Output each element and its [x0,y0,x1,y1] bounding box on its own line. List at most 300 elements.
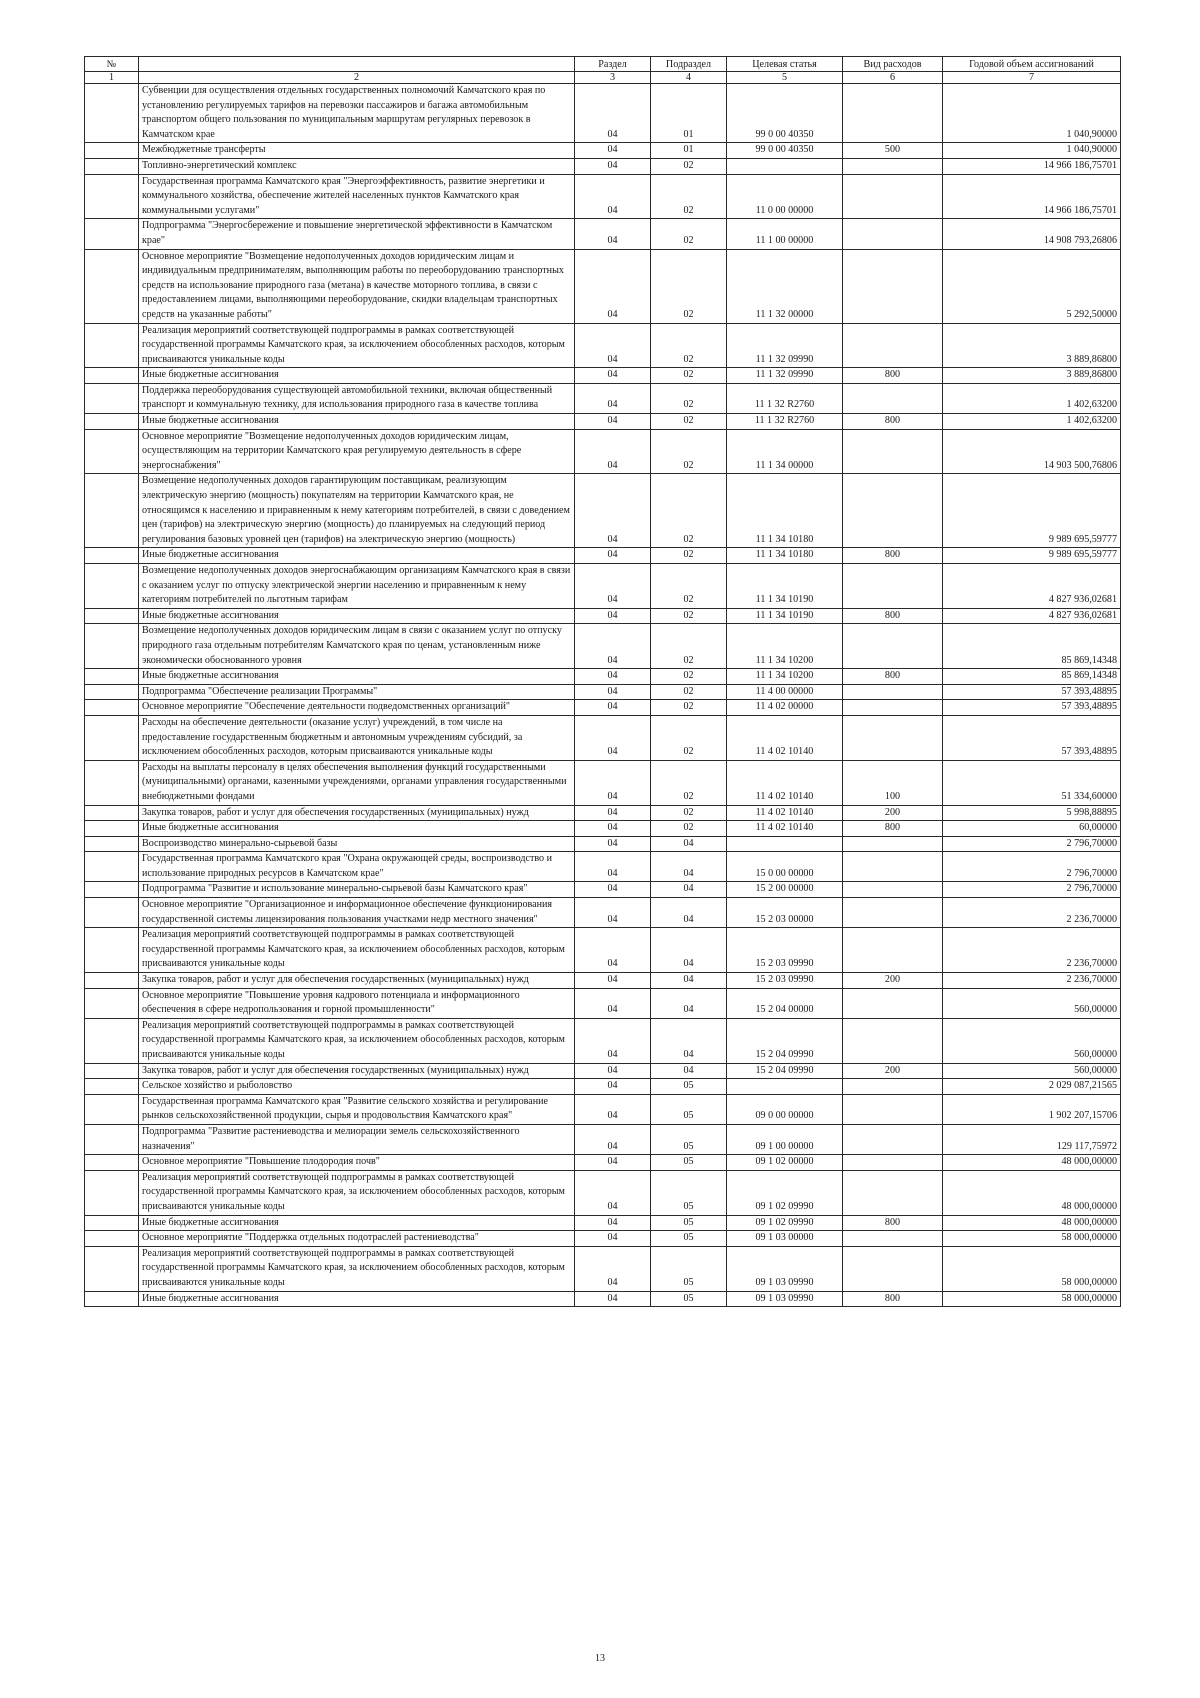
subsection-cell: 02 [651,414,727,430]
table-row [85,219,1121,249]
amount-cell: 14 903 500,76806 [943,429,1121,474]
subsection-cell: 02 [651,669,727,685]
table-row [85,414,1121,430]
amount-cell: 2 236,70000 [943,928,1121,973]
item-name-cell: Государственная программа Камчатского края "Энергоэффективность, развитие энергетики и коммунального хозяйства, обеспечение жителей населенных пунктов Камчатского края коммунальными услугами" [139,174,575,219]
amount-cell: 129 117,75972 [943,1124,1121,1154]
expense-type-cell [843,1170,943,1215]
section-cell: 04 [575,1018,651,1063]
table-row [85,1155,1121,1171]
item-name-cell: Иные бюджетные ассигнования [139,414,575,430]
subsection-cell: 05 [651,1079,727,1095]
row-number-cell [85,249,139,323]
section-cell: 04 [575,684,651,700]
table-row [85,429,1121,474]
amount-cell: 4 827 936,02681 [943,564,1121,609]
column-number: 6 [843,72,943,84]
item-name-cell: Межбюджетные трансферты [139,143,575,159]
subsection-cell: 04 [651,882,727,898]
amount-cell: 48 000,00000 [943,1215,1121,1231]
section-cell: 04 [575,852,651,882]
table-row [85,1170,1121,1215]
target-article-cell: 11 4 02 10140 [727,760,843,805]
subsection-cell: 05 [651,1215,727,1231]
item-name-cell: Подпрограмма "Энергосбережение и повышение энергетической эффективности в Камчатском крае" [139,219,575,249]
section-cell: 04 [575,1155,651,1171]
subsection-cell: 02 [651,760,727,805]
target-article-cell: 99 0 00 40350 [727,84,843,143]
amount-cell: 14 966 186,75701 [943,158,1121,174]
target-article-cell: 09 0 00 00000 [727,1094,843,1124]
row-number-cell [85,414,139,430]
item-name-cell: Государственная программа Камчатского края "Охрана окружающей среды, воспроизводство и использование природных ресурсов в Камчатском крае" [139,852,575,882]
subsection-cell: 04 [651,928,727,973]
target-article-cell: 15 2 04 09990 [727,1018,843,1063]
section-cell: 04 [575,429,651,474]
section-cell: 04 [575,624,651,669]
expense-type-cell: 800 [843,1215,943,1231]
subsection-cell: 05 [651,1155,727,1171]
item-name-cell: Закупка товаров, работ и услуг для обеспечения государственных (муниципальных) нужд [139,805,575,821]
row-number-cell [85,836,139,852]
table-row [85,988,1121,1018]
table-row [85,383,1121,413]
item-name-cell: Государственная программа Камчатского края "Развитие сельского хозяйства и регулирование рынков сельскохозяйственной продукции, сырья и продовольствия Камчатского края" [139,1094,575,1124]
table-row [85,898,1121,928]
table-row [85,474,1121,548]
amount-cell: 58 000,00000 [943,1246,1121,1291]
item-name-cell: Реализация мероприятий соответствующей подпрограммы в рамках соответствующей государственной программы Камчатского края, за исключением обособленных расходов, которым присваиваются уникальные коды [139,1018,575,1063]
section-cell: 04 [575,669,651,685]
row-number-cell [85,988,139,1018]
expense-type-cell [843,898,943,928]
amount-cell: 57 393,48895 [943,700,1121,716]
row-number-cell [85,1246,139,1291]
row-number-cell [85,973,139,989]
section-cell: 04 [575,973,651,989]
table-row [85,1094,1121,1124]
item-name-cell: Основное мероприятие "Повышение плодородия почв" [139,1155,575,1171]
row-number-cell [85,158,139,174]
target-article-cell: 11 4 02 00000 [727,700,843,716]
section-cell: 04 [575,174,651,219]
subsection-cell: 02 [651,715,727,760]
section-cell: 04 [575,323,651,368]
row-number-cell [85,608,139,624]
table-row [85,882,1121,898]
row-number-cell [85,474,139,548]
table-row [85,715,1121,760]
subsection-cell: 02 [651,249,727,323]
table-row [85,564,1121,609]
amount-cell: 51 334,60000 [943,760,1121,805]
subsection-cell: 05 [651,1170,727,1215]
table-row [85,973,1121,989]
amount-cell: 9 989 695,59777 [943,548,1121,564]
target-article-cell: 09 1 02 00000 [727,1155,843,1171]
column-number: 2 [139,72,575,84]
amount-cell: 14 908 793,26806 [943,219,1121,249]
subsection-cell: 02 [651,429,727,474]
amount-cell: 1 402,63200 [943,383,1121,413]
target-article-cell: 15 2 03 09990 [727,928,843,973]
section-cell: 04 [575,548,651,564]
expense-type-cell: 500 [843,143,943,159]
table-row [85,1018,1121,1063]
amount-cell: 2 236,70000 [943,973,1121,989]
section-cell: 04 [575,608,651,624]
table-row [85,852,1121,882]
row-number-cell [85,1079,139,1095]
item-name-cell: Закупка товаров, работ и услуг для обеспечения государственных (муниципальных) нужд [139,1063,575,1079]
amount-cell: 48 000,00000 [943,1155,1121,1171]
expense-type-cell: 800 [843,1291,943,1307]
subsection-cell: 04 [651,1063,727,1079]
expense-type-cell: 100 [843,760,943,805]
target-article-cell: 11 1 34 10200 [727,669,843,685]
subsection-cell: 04 [651,852,727,882]
table-row [85,821,1121,837]
table-row [85,1291,1121,1307]
row-number-cell [85,624,139,669]
subsection-cell: 02 [651,608,727,624]
item-name-cell: Иные бюджетные ассигнования [139,608,575,624]
target-article-cell: 11 1 34 10200 [727,624,843,669]
expense-type-cell [843,323,943,368]
amount-cell: 60,00000 [943,821,1121,837]
section-cell: 04 [575,1215,651,1231]
row-number-cell [85,1155,139,1171]
item-name-cell: Подпрограмма "Развитие и использование минерально-сырьевой базы Камчатского края" [139,882,575,898]
row-number-cell [85,1215,139,1231]
amount-cell: 1 040,90000 [943,143,1121,159]
column-number-row [85,72,1121,84]
section-cell: 04 [575,805,651,821]
table-row [85,323,1121,368]
column-number: 4 [651,72,727,84]
expense-type-cell: 800 [843,368,943,384]
table-row [85,684,1121,700]
target-article-cell: 11 4 02 10140 [727,821,843,837]
expense-type-cell [843,1018,943,1063]
item-name-cell: Основное мероприятие "Повышение уровня кадрового потенциала и информационного обеспечения в сфере недропользования и горной промышленности" [139,988,575,1018]
item-name-cell: Расходы на обеспечение деятельности (оказание услуг) учреждений, в том числе на предоставление государственным бюджетным и автономным учреждениям субсидий, за исключением обособленных расходов, которым присваиваются уникальные коды [139,715,575,760]
section-cell: 04 [575,836,651,852]
target-article-cell: 09 1 03 00000 [727,1231,843,1247]
item-name-cell: Подпрограмма "Развитие растениеводства и мелиорации земель сельскохозяйственного назначения" [139,1124,575,1154]
section-cell: 04 [575,158,651,174]
expense-type-cell [843,158,943,174]
table-row [85,836,1121,852]
section-cell: 04 [575,564,651,609]
subsection-cell: 02 [651,474,727,548]
table-row [85,805,1121,821]
target-article-cell: 11 1 32 09990 [727,323,843,368]
amount-cell: 57 393,48895 [943,715,1121,760]
section-cell: 04 [575,700,651,716]
section-cell: 04 [575,474,651,548]
expense-type-cell [843,1231,943,1247]
table-row [85,1246,1121,1291]
header-annual-volume: Годовой объем ассигнований [943,57,1121,72]
section-cell: 04 [575,760,651,805]
table-row [85,760,1121,805]
subsection-cell: 02 [651,821,727,837]
amount-cell: 560,00000 [943,1018,1121,1063]
expense-type-cell [843,1094,943,1124]
item-name-cell: Сельское хозяйство и рыболовство [139,1079,575,1095]
amount-cell: 1 402,63200 [943,414,1121,430]
target-article-cell: 11 4 02 10140 [727,805,843,821]
table-body [85,84,1121,1307]
row-number-cell [85,1231,139,1247]
item-name-cell: Основное мероприятие "Организационное и информационное обеспечение функционирования государственной системы лицензирования пользования участками недр местного значения" [139,898,575,928]
item-name-cell: Иные бюджетные ассигнования [139,1291,575,1307]
amount-cell: 560,00000 [943,988,1121,1018]
section-cell: 04 [575,1079,651,1095]
row-number-cell [85,805,139,821]
item-name-cell: Закупка товаров, работ и услуг для обеспечения государственных (муниципальных) нужд [139,973,575,989]
amount-cell: 1 902 207,15706 [943,1094,1121,1124]
target-article-cell: 11 1 34 10180 [727,548,843,564]
column-number: 3 [575,72,651,84]
table-row [85,158,1121,174]
expense-type-cell: 800 [843,669,943,685]
section-cell: 04 [575,1231,651,1247]
table-row [85,1215,1121,1231]
section-cell: 04 [575,988,651,1018]
table-row [85,1079,1121,1095]
item-name-cell: Расходы на выплаты персоналу в целях обеспечения выполнения функций государственными (муниципальными) органами, казенными учреждениями, органами управления государственными внебюджетными фондами [139,760,575,805]
target-article-cell: 11 1 34 10180 [727,474,843,548]
target-article-cell [727,158,843,174]
expense-type-cell: 200 [843,805,943,821]
section-cell: 04 [575,143,651,159]
target-article-cell: 15 2 03 00000 [727,898,843,928]
row-number-cell [85,882,139,898]
amount-cell: 1 040,90000 [943,84,1121,143]
expense-type-cell [843,1155,943,1171]
expense-type-cell [843,715,943,760]
expense-type-cell [843,429,943,474]
target-article-cell: 15 2 04 00000 [727,988,843,1018]
item-name-cell: Субвенции для осуществления отдельных государственных полномочий Камчатского края по установлению регулируемых тарифов на перевозки пассажиров и багажа автомобильным транспортом общего пользования по муниципальным маршрутам регулярных перевозок в Камчатском крае [139,84,575,143]
header-expense-type: Вид расходов [843,57,943,72]
column-number: 7 [943,72,1121,84]
table-row [85,700,1121,716]
expense-type-cell [843,700,943,716]
section-cell: 04 [575,219,651,249]
subsection-cell: 05 [651,1291,727,1307]
table-row [85,368,1121,384]
page-number: 13 [595,1653,605,1664]
subsection-cell: 02 [651,174,727,219]
table-row [85,143,1121,159]
target-article-cell: 11 1 32 00000 [727,249,843,323]
header-name [139,57,575,72]
item-name-cell: Реализация мероприятий соответствующей подпрограммы в рамках соответствующей государственной программы Камчатского края, за исключением обособленных расходов, которым присваиваются уникальные коды [139,1170,575,1215]
target-article-cell: 09 1 03 09990 [727,1246,843,1291]
row-number-cell [85,84,139,143]
item-name-cell: Основное мероприятие "Возмещение недополученных доходов юридическим лицам и индивидуальным предпринимателям, выполняющим работы по переоборудованию транспортных средств на использование природного газа (метана) в качестве моторного топлива, в связи с предоставлением лицами, выполняющими переоборудование, скидки владельцам транспортных средств на указанные работы" [139,249,575,323]
subsection-cell: 04 [651,988,727,1018]
expense-type-cell [843,988,943,1018]
table-row [85,84,1121,143]
expense-type-cell [843,564,943,609]
subsection-cell: 02 [651,805,727,821]
table-row [85,174,1121,219]
subsection-cell: 01 [651,84,727,143]
target-article-cell: 11 1 34 00000 [727,429,843,474]
target-article-cell: 15 2 04 09990 [727,1063,843,1079]
subsection-cell: 02 [651,219,727,249]
subsection-cell: 04 [651,898,727,928]
expense-type-cell [843,624,943,669]
section-cell: 04 [575,84,651,143]
expense-type-cell [843,1124,943,1154]
target-article-cell: 11 1 34 10190 [727,608,843,624]
row-number-cell [85,564,139,609]
subsection-cell: 02 [651,158,727,174]
expense-type-cell [843,474,943,548]
row-number-cell [85,852,139,882]
expense-type-cell [843,928,943,973]
subsection-cell: 02 [651,700,727,716]
item-name-cell: Подпрограмма "Обеспечение реализации Программы" [139,684,575,700]
row-number-cell [85,684,139,700]
amount-cell: 4 827 936,02681 [943,608,1121,624]
target-article-cell: 11 4 00 00000 [727,684,843,700]
column-number: 1 [85,72,139,84]
table-row [85,928,1121,973]
item-name-cell: Основное мероприятие "Возмещение недополученных доходов юридическим лицам, осуществляющим на территории Камчатского края регулируемую деятельность в сфере энергоснабжения" [139,429,575,474]
section-cell: 04 [575,1063,651,1079]
amount-cell: 2 796,70000 [943,882,1121,898]
expense-type-cell [843,219,943,249]
column-number: 5 [727,72,843,84]
amount-cell: 58 000,00000 [943,1291,1121,1307]
row-number-cell [85,1063,139,1079]
item-name-cell: Иные бюджетные ассигнования [139,1215,575,1231]
row-number-cell [85,1018,139,1063]
item-name-cell: Воспроизводство минерально-сырьевой базы [139,836,575,852]
budget-allocation-table [84,56,1121,1307]
amount-cell: 2 796,70000 [943,852,1121,882]
table-row [85,608,1121,624]
target-article-cell [727,1079,843,1095]
row-number-cell [85,821,139,837]
header-target-article: Целевая статья [727,57,843,72]
target-article-cell: 11 1 32 R2760 [727,414,843,430]
row-number-cell [85,219,139,249]
expense-type-cell [843,684,943,700]
subsection-cell: 01 [651,143,727,159]
item-name-cell: Иные бюджетные ассигнования [139,821,575,837]
expense-type-cell: 200 [843,1063,943,1079]
target-article-cell: 09 1 03 09990 [727,1291,843,1307]
row-number-cell [85,1291,139,1307]
target-article-cell: 09 1 02 09990 [727,1215,843,1231]
subsection-cell: 04 [651,1018,727,1063]
amount-cell: 3 889,86800 [943,323,1121,368]
expense-type-cell: 800 [843,821,943,837]
expense-type-cell [843,1079,943,1095]
amount-cell: 85 869,14348 [943,669,1121,685]
item-name-cell: Поддержка переоборудования существующей автомобильной техники, включая общественный транспорт и коммунальную технику, для использования природного газа в качестве топлива [139,383,575,413]
subsection-cell: 02 [651,368,727,384]
section-cell: 04 [575,1246,651,1291]
amount-cell: 57 393,48895 [943,684,1121,700]
row-number-cell [85,928,139,973]
row-number-cell [85,1124,139,1154]
subsection-cell: 05 [651,1231,727,1247]
subsection-cell: 04 [651,973,727,989]
target-article-cell: 09 1 00 00000 [727,1124,843,1154]
item-name-cell: Реализация мероприятий соответствующей подпрограммы в рамках соответствующей государственной программы Камчатского края, за исключением обособленных расходов, которым присваиваются уникальные коды [139,323,575,368]
expense-type-cell: 200 [843,973,943,989]
amount-cell: 58 000,00000 [943,1231,1121,1247]
subsection-cell: 02 [651,684,727,700]
item-name-cell: Иные бюджетные ассигнования [139,368,575,384]
target-article-cell: 15 0 00 00000 [727,852,843,882]
target-article-cell: 11 0 00 00000 [727,174,843,219]
subsection-cell: 05 [651,1094,727,1124]
amount-cell: 48 000,00000 [943,1170,1121,1215]
item-name-cell: Возмещение недополученных доходов энергоснабжающим организациям Камчатского края в связи с оказанием услуг по отпуску электрической энергии населению и приравненным к нему категориям потребителей по льготным тарифам [139,564,575,609]
table-row [85,548,1121,564]
section-cell: 04 [575,368,651,384]
section-cell: 04 [575,715,651,760]
row-number-cell [85,429,139,474]
section-cell: 04 [575,1124,651,1154]
row-number-cell [85,669,139,685]
subsection-cell: 02 [651,624,727,669]
budget-sheet [84,56,1120,1307]
section-cell: 04 [575,414,651,430]
row-number-cell [85,174,139,219]
expense-type-cell [843,174,943,219]
item-name-cell: Иные бюджетные ассигнования [139,669,575,685]
expense-type-cell [843,1246,943,1291]
section-cell: 04 [575,928,651,973]
target-article-cell [727,836,843,852]
table-row [85,669,1121,685]
amount-cell: 2 236,70000 [943,898,1121,928]
header-subsection: Подраздел [651,57,727,72]
item-name-cell: Иные бюджетные ассигнования [139,548,575,564]
row-number-cell [85,143,139,159]
row-number-cell [85,383,139,413]
amount-cell: 5 998,88895 [943,805,1121,821]
item-name-cell: Возмещение недополученных доходов гарантирующим поставщикам, реализующим электрическую энергию (мощность) покупателям на территории Камчатского края, не относящимся к населению и приравненным к нему категориям потребителей, в связи с доведением цен (тарифов) на электрическую энергию (мощность) до планируемых на следующий период регулирования базовых уровней цен (тарифов) на электрическую энергию (мощность) [139,474,575,548]
target-article-cell: 15 2 00 00000 [727,882,843,898]
amount-cell: 85 869,14348 [943,624,1121,669]
subsection-cell: 02 [651,548,727,564]
subsection-cell: 05 [651,1124,727,1154]
amount-cell: 2 796,70000 [943,836,1121,852]
table-row [85,624,1121,669]
section-cell: 04 [575,821,651,837]
target-article-cell: 11 1 00 00000 [727,219,843,249]
expense-type-cell [843,249,943,323]
table-row [85,1231,1121,1247]
expense-type-cell: 800 [843,548,943,564]
expense-type-cell [843,882,943,898]
target-article-cell: 11 4 02 10140 [727,715,843,760]
row-number-cell [85,548,139,564]
section-cell: 04 [575,249,651,323]
target-article-cell: 09 1 02 09990 [727,1170,843,1215]
